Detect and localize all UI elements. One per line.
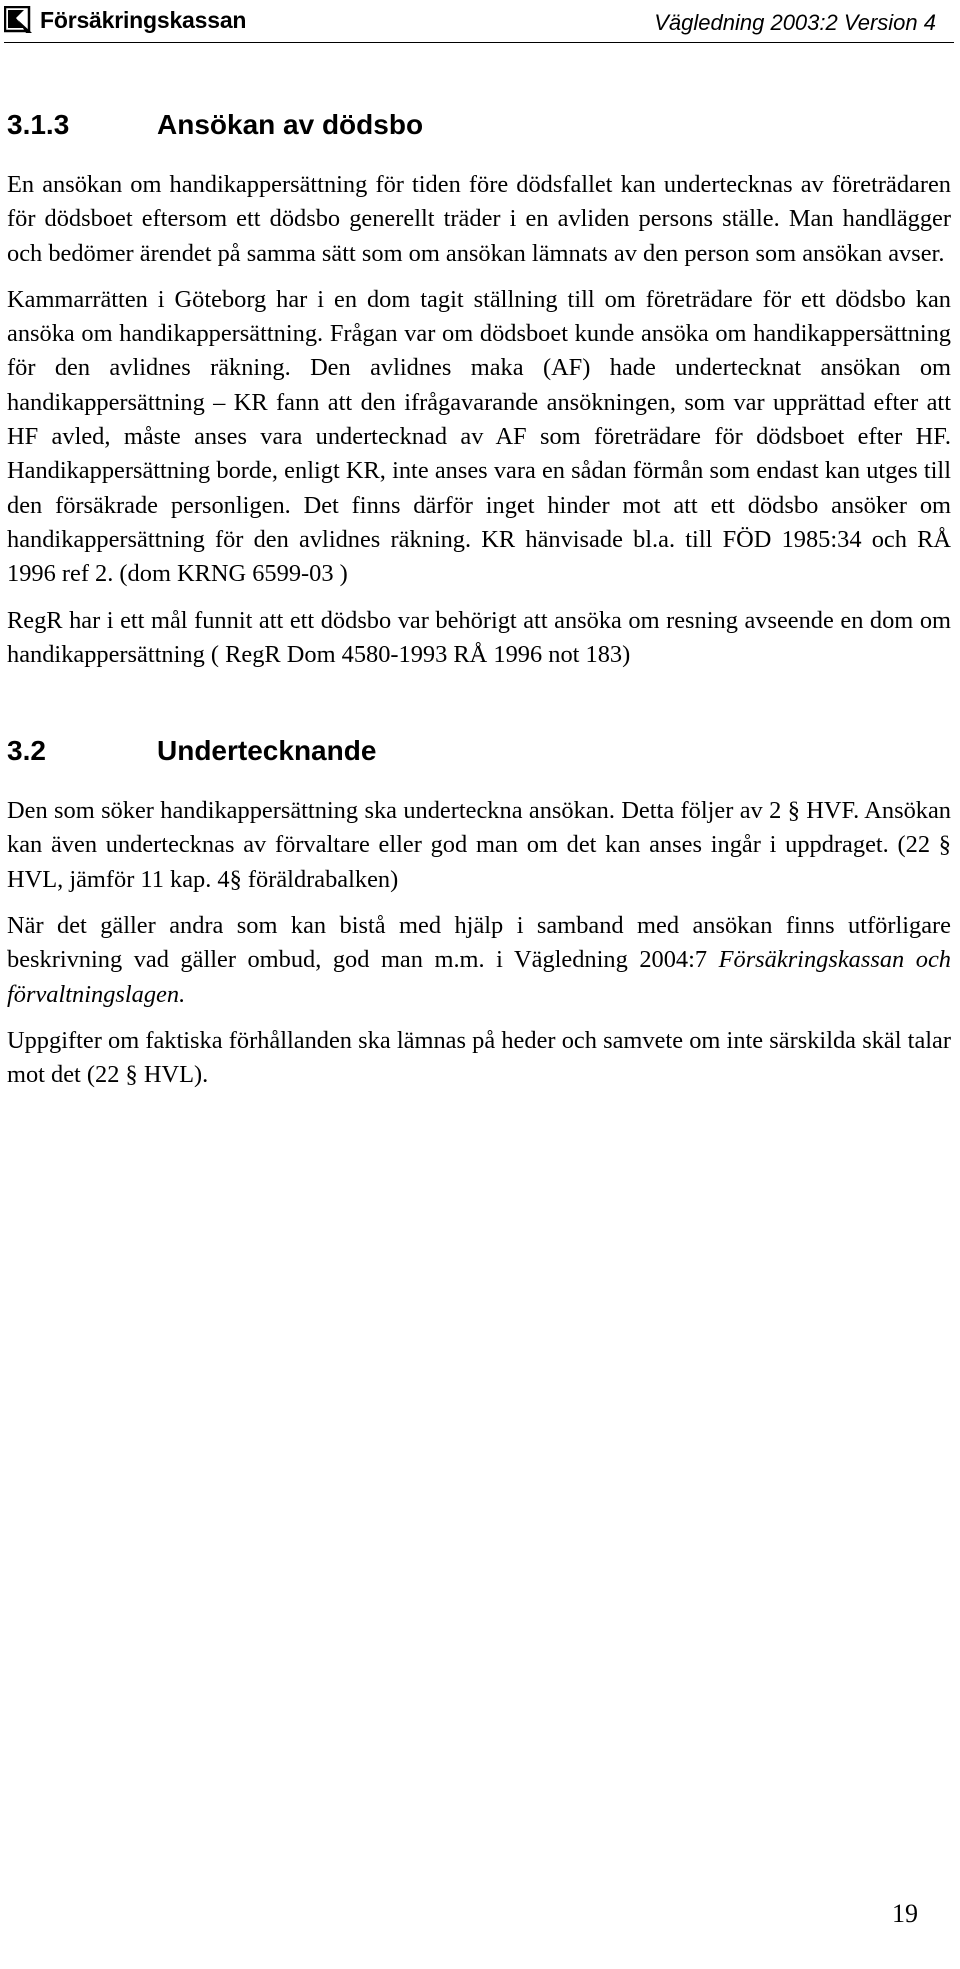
section-3-1-3 bbox=[7, 108, 951, 672]
forsakringskassan-logo-icon bbox=[4, 6, 34, 34]
guide-reference: Försäkringskassan och förvaltningslagen. bbox=[7, 946, 951, 1008]
paragraph: En ansökan om handikappersättning för tiden före dödsfallet kan undertecknas av företrädaren för dödsboet eftersom ett dödsbo generellt träder i en avliden persons ställe. Man handlägger och bedömer ärendet på samma sätt som om ansökan lämnats av den person som ansökan avser. bbox=[7, 171, 951, 267]
paragraph bbox=[7, 909, 951, 1012]
paragraph: Den som söker handikappersättning ska underteckna ansökan. Detta följer av 2 § HVF. Ansökan kan även undertecknas av förvaltare eller god man om det kan anses ingår i uppdraget. (22 § HVL, jämför 11 kap. 4§ föräldrabalken) bbox=[7, 797, 951, 893]
document-body bbox=[7, 108, 951, 1093]
org-name: Försäkringskassan bbox=[40, 6, 247, 33]
org-logo bbox=[4, 6, 246, 34]
section-number: 3.2 bbox=[7, 735, 46, 767]
section-heading bbox=[7, 108, 951, 142]
section-title: Undertecknande bbox=[157, 735, 377, 767]
paragraph-text: När det gäller andra som kan bistå med hjälp i samband med ansökan finns utförligare beskrivning vad gäller ombud, god man m.m. i Vägledning 2004:7 bbox=[7, 912, 951, 974]
document-version: Vägledning 2003:2 Version 4 bbox=[654, 10, 936, 35]
section-3-2 bbox=[7, 734, 951, 1092]
page-header bbox=[4, 0, 954, 44]
section-title: Ansökan av dödsbo bbox=[157, 109, 424, 140]
paragraph: Kammarrätten i Göteborg har i en dom tagit ställning till om företrädare för ett dödsbo kan ansöka om handikappersättning. Frågan var om dödsboet kunde ansöka om handikappersättning för den avlidnes räkning. Den avlidnes maka (AF) hade undertecknat ansökan om handikappersättning – KR fann att den ifrågavarande ansökningen, som var upprättad efter att HF avled, måste anses vara undertecknad av AF som företrädare för dödsboet efter HF. Handikappersättning borde, enligt KR, inte anses vara en sådan förmån som endast kan utges till den försäkrade personligen. Det finns därför inget hinder mot att ett dödsbo ansöker om handikappersättning för den avlidnes räkning. KR hänvisade bl.a. till FÖD 1985:34 och RÅ 1996 ref 2. (dom KRNG 6599-03 ) bbox=[7, 285, 951, 588]
header-divider bbox=[4, 42, 954, 43]
page-number: 19 bbox=[892, 1899, 918, 1928]
section-heading bbox=[7, 734, 951, 768]
section-number: 3.1.3 bbox=[7, 109, 70, 140]
paragraph: RegR har i ett mål funnit att ett dödsbo var behörigt att ansöka om resning avseende en dom om handikappersättning ( RegR Dom 4580-1993 RÅ 1996 not 183) bbox=[7, 606, 951, 668]
paragraph: Uppgifter om faktiska förhållanden ska lämnas på heder och samvete om inte särskilda skäl talar mot det (22 § HVL). bbox=[7, 1026, 951, 1089]
